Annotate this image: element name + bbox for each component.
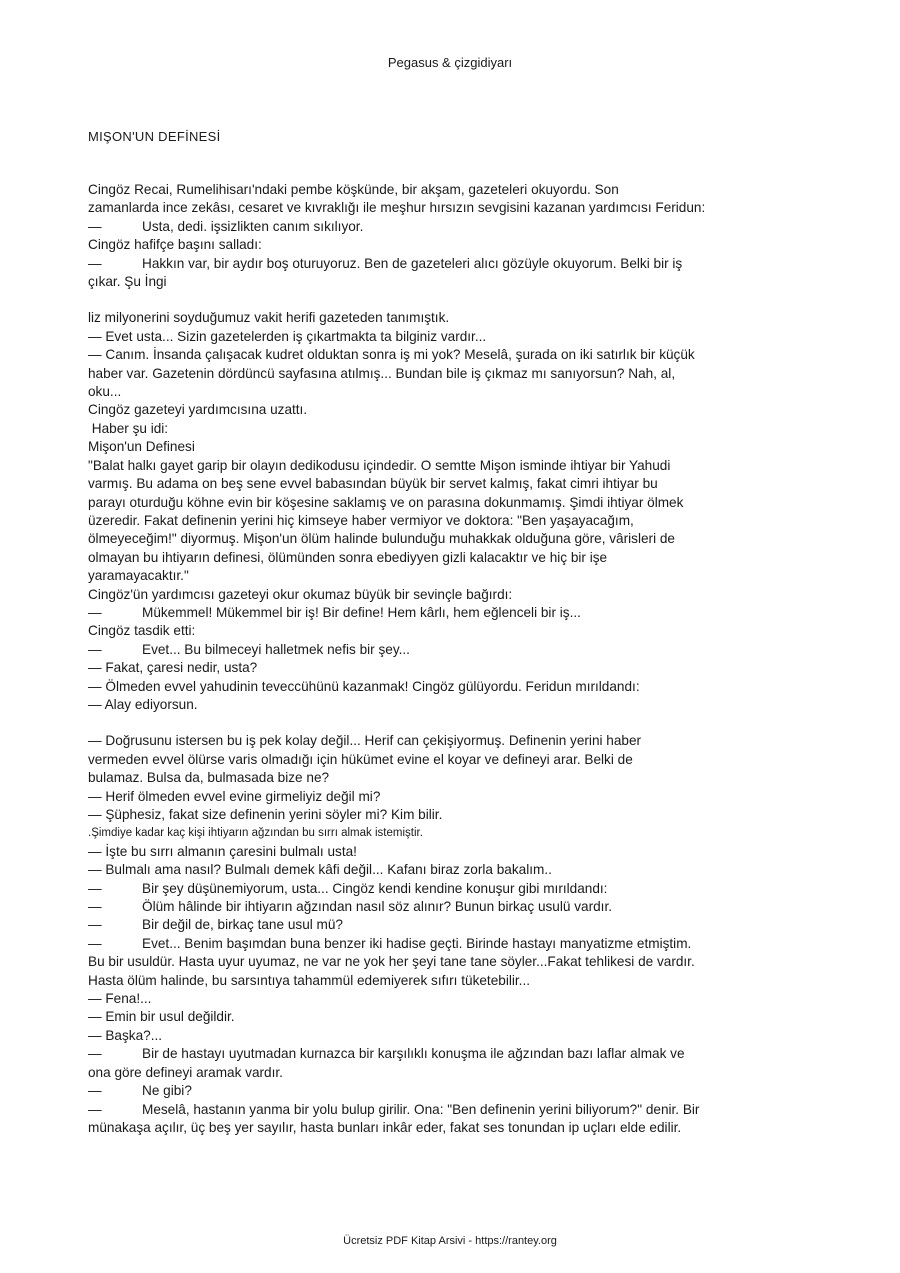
page-footer: Ücretsiz PDF Kitap Arsivi - https://rantey.org [343,1235,557,1247]
paragraph-line: çıkar. Şu İngi [88,274,167,290]
paragraph-line: — Başka?... [88,1027,163,1043]
dialogue-dash: — [88,917,102,933]
paragraph-line: — Ölmeden evvel yahudinin teveccühünü kazanmak! Cingöz gülüyordu. Feridun mırıldandı: [88,678,640,694]
paragraph-line: üzeredir. Fakat definenin yerini hiç kimseye haber vermiyor ve doktora: "Ben yaşayacağım, [88,512,634,528]
dialogue-dash: — [88,641,102,657]
paragraph-line: liz milyonerini soyduğumuz vakit herifi gazeteden tanımıştık. [88,310,450,326]
paragraph-line: — Canım. İnsanda çalışacak kudret olduktan sonra iş mi yok? Meselâ, şurada on iki satırlık bir küçük [88,347,695,363]
paragraph-line: — Emin bir usul değildir. [88,1009,235,1025]
paragraph-line: .Şimdiye kadar kaç kişi ihtiyarın ağzından bu sırrı almak istemiştir. [88,827,423,840]
dialogue-line: — Bir de hastayı uyutmadan kurnazca bir karşılıklı konuşma ile ağzından bazı laflar almak ve [88,1045,816,1063]
dialogue-dash: — [88,255,102,271]
dialogue-line: — Meselâ, hastanın yanma bir yolu bulup girilir. Ona: "Ben definenin yerini biliyorum?" denir. Bir [88,1101,816,1119]
paragraph-line: zamanlarda ince zekâsı, cesaret ve kıvraklığı ile meşhur hırsızın sevgisini kazanan yardımcısı Feridun: [88,200,706,216]
dialogue-line: — Bir şey düşünemiyorum, usta... Cingöz kendi kendine konuşur gibi mırıldandı: [88,880,816,898]
dialogue-line: — Ölüm hâlinde bir ihtiyarın ağzından nasıl söz alınır? Bunun birkaç usulü vardır. [88,898,816,916]
chapter-title: MIŞON'UN DEFİNESİ [88,129,221,144]
paragraph-line: — Doğrusunu istersen bu iş pek kolay değil... Herif can çekişiyormuş. Definenin yerini haber [88,733,642,749]
paragraph-line: vermeden evvel ölürse varis olmadığı için hükümet evine el koyar ve defineyi arar. Belki de [88,751,633,767]
paragraph-line: Cingöz tasdik etti: [88,623,196,639]
paragraph-line: Cingöz'ün yardımcısı gazeteyi okur okumaz büyük bir sevinçle bağırdı: [88,586,513,602]
document-body [88,181,816,1137]
dialogue-line: — Hakkın var, bir aydır boş oturuyoruz. Ben de gazeteleri alıcı gözüyle okuyorum. Belki bir iş [88,255,816,273]
paragraph-line: — Herif ölmeden evvel evine girmeliyiz değil mi? [88,788,381,804]
dialogue-line: — Usta, dedi. işsizlikten canım sıkılıyor. [88,218,816,236]
paragraph-line: — Alay ediyorsun. [88,696,198,712]
paragraph-line: — Fena!... [88,991,152,1007]
dialogue-dash: — [88,1083,102,1099]
paragraph-line: yaramayacaktır." [88,568,189,584]
paragraph-line: — Bulmalı ama nasıl? Bulmalı demek kâfi değil... Kafanı biraz zorla bakalım.. [88,862,552,878]
paragraph-line: ona göre defineyi aramak vardır. [88,1064,283,1080]
paragraph-line: haber var. Gazetenin dördüncü sayfasına atılmış... Bundan bile iş çıkmaz mı sanıyorsun? Nah, al, [88,365,676,381]
dialogue-line: — Mükemmel! Mükemmel bir iş! Bir define! Hem kârlı, hem eğlenceli bir iş... [88,604,816,622]
dialogue-dash: — [88,935,102,951]
dialogue-dash: — [88,899,102,915]
paragraph-line: Bu bir usuldür. Hasta uyur uyumaz, ne var ne yok her şeyi tane tane söyler...Fakat tehlikesi de vardır. [88,954,695,970]
dialogue-line: — Ne gibi? [88,1082,816,1100]
dialogue-dash: — [88,1046,102,1062]
dialogue-line: — Evet... Bu bilmeceyi halletmek nefis bir şey... [88,641,816,659]
paragraph-line: Cingöz gazeteyi yardımcısına uzattı. [88,402,308,418]
paragraph-line: Cingöz hafifçe başını salladı: [88,237,262,253]
dialogue-dash: — [88,218,102,234]
dialogue-dash: — [88,880,102,896]
paragraph-line: olmayan bu ihtiyarın definesi, ölümünden sonra ebediyyen gizli kalacaktır ve hiç bir işe [88,549,608,565]
paragraph-line: ölmeyeceğim!" diyormuş. Mişon'un ölüm halinde bulunduğu muhakkak olduğuna göre, vârisleri de [88,531,675,547]
paragraph-line: varmış. Bu adama on beş sene evvel babasından büyük bir servet kalmış, fakat cimri ihtiyar bu [88,476,658,492]
news-heading: Mişon'un Definesi [88,439,195,455]
dialogue-line: — Bir değil de, birkaç tane usul mü? [88,916,816,934]
paragraph-line: oku... [88,384,122,400]
paragraph-line: "Balat halkı gayet garip bir olayın dedikodusu içindedir. O semtte Mişon isminde ihtiyar bir Yahudi [88,457,671,473]
dialogue-dash: — [88,1101,102,1117]
dialogue-line: — Evet... Benim başımdan buna benzer iki hadise geçti. Birinde hastayı manyatizme etmiştim. [88,935,816,953]
dialogue-dash: — [88,604,102,620]
paragraph-line: — İşte bu sırrı almanın çaresini bulmalı usta! [88,843,357,859]
paragraph-line: Haber şu idi: [88,420,169,436]
paragraph-line: — Şüphesiz, fakat size definenin yerini söyler mi? Kim bilir. [88,807,443,822]
paragraph-line: — Fakat, çaresi nedir, usta? [88,660,258,676]
page-header: Pegasus & çizgidiyarı [387,55,513,70]
paragraph-line: — Evet usta... Sizin gazetelerden iş çıkartmakta ta bilginiz vardır... [88,328,487,344]
paragraph-line: Hasta ölüm halinde, bu sarsıntıya tahammül edemiyerek sıfırı tüketebilir... [88,972,530,988]
paragraph-line: parayı oturduğu köhne evin bir köşesine saklamış ve on parasına dokunmamış. Şimdi ihtiyar ölmek [88,494,684,510]
paragraph-line: bulamaz. Bulsa da, bulmasada bize ne? [88,770,330,786]
paragraph-line: münakaşa açılır, üç beş yer sayılır, hasta bunları inkâr eder, fakat ses tonundan ip uçları elde edilir. [88,1119,682,1135]
paragraph-line: Cingöz Recai, Rumelihisarı'ndaki pembe köşkünde, bir akşam, gazeteleri okuyordu. Son [88,182,619,197]
